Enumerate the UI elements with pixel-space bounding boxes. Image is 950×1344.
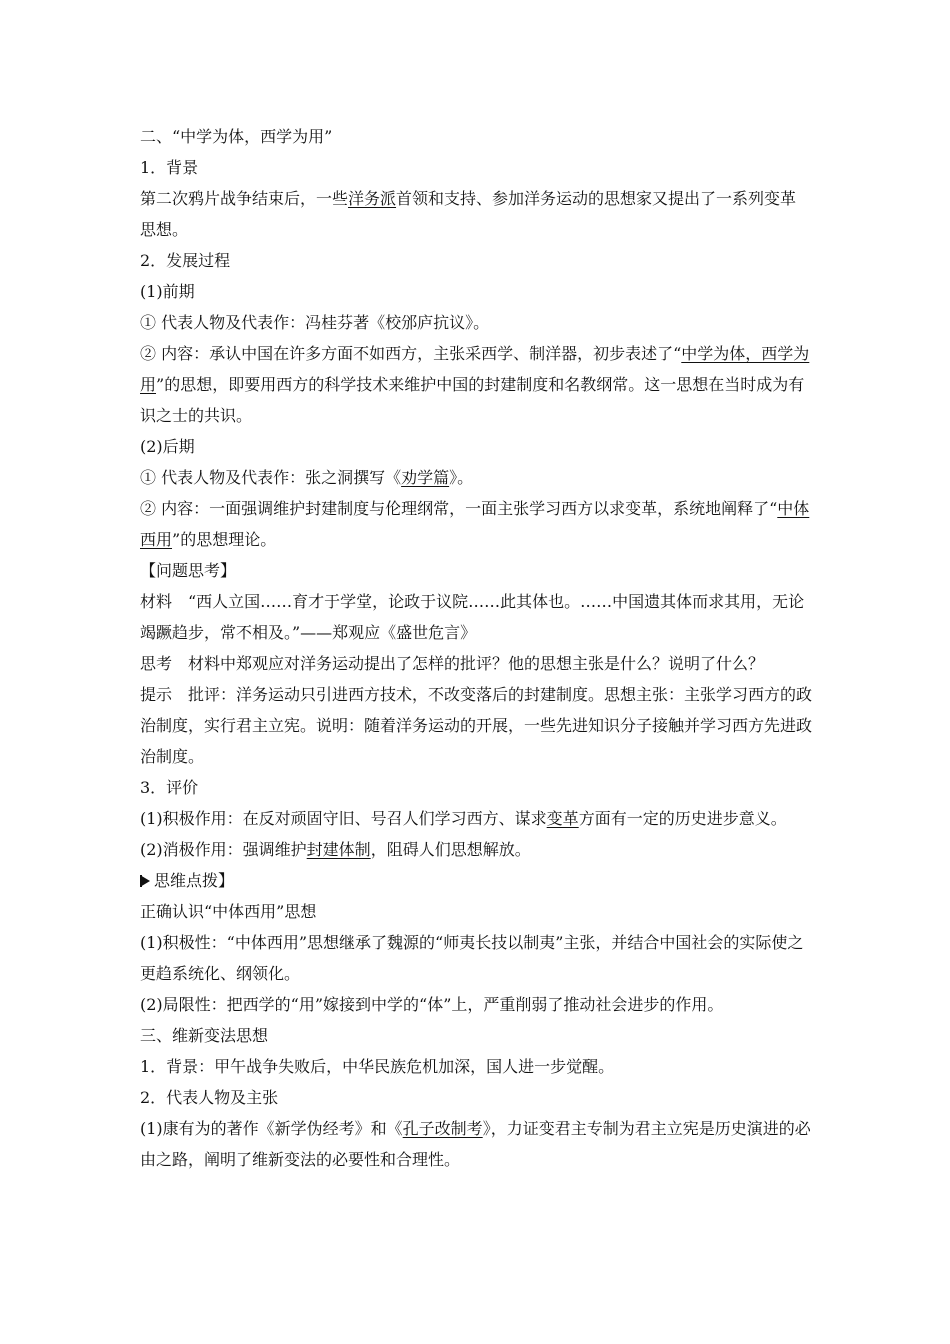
text-run: 首领和支持、参加洋务运动的思想家又提出了一系列变革思想。	[140, 189, 797, 239]
evaluation-heading: 3．评价	[140, 778, 199, 797]
representatives-heading: 2．代表人物及主张	[140, 1088, 279, 1107]
kang-youwei-paragraph	[140, 1113, 812, 1175]
text-run: 》，力证变君主专制为君主立宪是历史演进的必由之路，阐明了维新变法的必要性和合理性。	[140, 1119, 811, 1169]
text-run: 第二次鸦片战争结束后，一些	[140, 189, 349, 208]
early-representative: ① 代表人物及代表作：冯桂芬著《校邠庐抗议》。	[140, 313, 490, 332]
text-run: ② 内容：承认中国在许多方面不如西方，主张采西学、制洋器，初步表述了“	[140, 344, 682, 363]
text-run: 思维点拨】	[154, 871, 235, 890]
underlined-term: 洋务派	[348, 189, 397, 208]
text-run: 方面有一定的历史进步意义。	[578, 809, 787, 828]
early-content-paragraph	[140, 338, 812, 431]
underlined-term: 劝学篇	[401, 468, 450, 487]
early-period-heading: (1)前期	[140, 282, 195, 301]
thinking-tip-positive: (1)积极性：“中体西用”思想继承了魏源的“师夷长技以制夷”主张，并结合中国社会的实际使之更趋系统化、纲领化。	[140, 933, 804, 983]
text-run: (1)康有为的著作《新学伪经考》和《	[140, 1119, 403, 1138]
background-paragraph	[140, 183, 812, 245]
late-representative	[140, 462, 812, 493]
flag-icon	[140, 875, 152, 887]
thinking-tip-title: 正确认识“中体西用”思想	[140, 902, 317, 921]
late-period-heading: (2)后期	[140, 437, 195, 456]
evaluation-negative	[140, 834, 812, 865]
underlined-term: 中学为体，西学为用	[140, 344, 810, 394]
underlined-term: 变革	[546, 809, 579, 828]
text-run: 》。	[449, 468, 474, 487]
think-paragraph: 思考 材料中郑观应对洋务运动提出了怎样的批评？他的思想主张是什么？说明了什么？	[140, 654, 765, 673]
text-run: ，阻碍人们思想解放。	[370, 840, 531, 859]
text-run: (2)消极作用：强调维护	[140, 840, 307, 859]
underlined-term: 中体西用	[140, 499, 810, 549]
thinking-tip-limitation: (2)局限性：把西学的“用”嫁接到中学的“体”上，严重削弱了推动社会进步的作用。	[140, 995, 724, 1014]
text-run: ”的思想，即要用西方的科学技术来维护中国的封建制度和名教纲常。这一思想在当时成为有识之士的共识。	[140, 375, 805, 425]
late-content-paragraph	[140, 493, 812, 555]
background-heading: 1．背景	[140, 158, 199, 177]
reform-background: 1．背景：甲午战争失败后，中华民族危机加深，国人进一步觉醒。	[140, 1057, 615, 1076]
text-run: (1)积极作用：在反对顽固守旧、号召人们学习西方、谋求	[140, 809, 547, 828]
underlined-term: 孔子改制考	[402, 1119, 483, 1138]
question-label: 【问题思考】	[140, 561, 237, 580]
underlined-term: 封建体制	[306, 840, 371, 859]
development-heading: 2．发展过程	[140, 251, 231, 270]
thinking-tip-label	[140, 865, 812, 896]
section-three-heading: 三、维新变法思想	[140, 1026, 269, 1045]
section-two-heading: 二、“中学为体，西学为用”	[140, 127, 333, 146]
text-run: ”的思想理论。	[172, 530, 277, 549]
document-page	[140, 121, 812, 1175]
text-run: ② 内容：一面强调维护封建制度与伦理纲常，一面主张学习西方以求变革，系统地阐释了“	[140, 499, 778, 518]
text-run: ① 代表人物及代表作：张之洞撰写《	[140, 468, 402, 487]
evaluation-positive	[140, 803, 812, 834]
material-paragraph: 材料 “西人立国……育才于学堂，论政于议院……此其体也。……中国遗其体而求其用，无论竭蹶趋步，常不相及。”——郑观应《盛世危言》	[140, 592, 805, 642]
hint-paragraph: 提示 批评：洋务运动只引进西方技术，不改变落后的封建制度。思想主张：主张学习西方的政治制度，实行君主立宪。说明：随着洋务运动的开展，一些先进知识分子接触并学习西方先进政治制度。	[140, 685, 813, 766]
